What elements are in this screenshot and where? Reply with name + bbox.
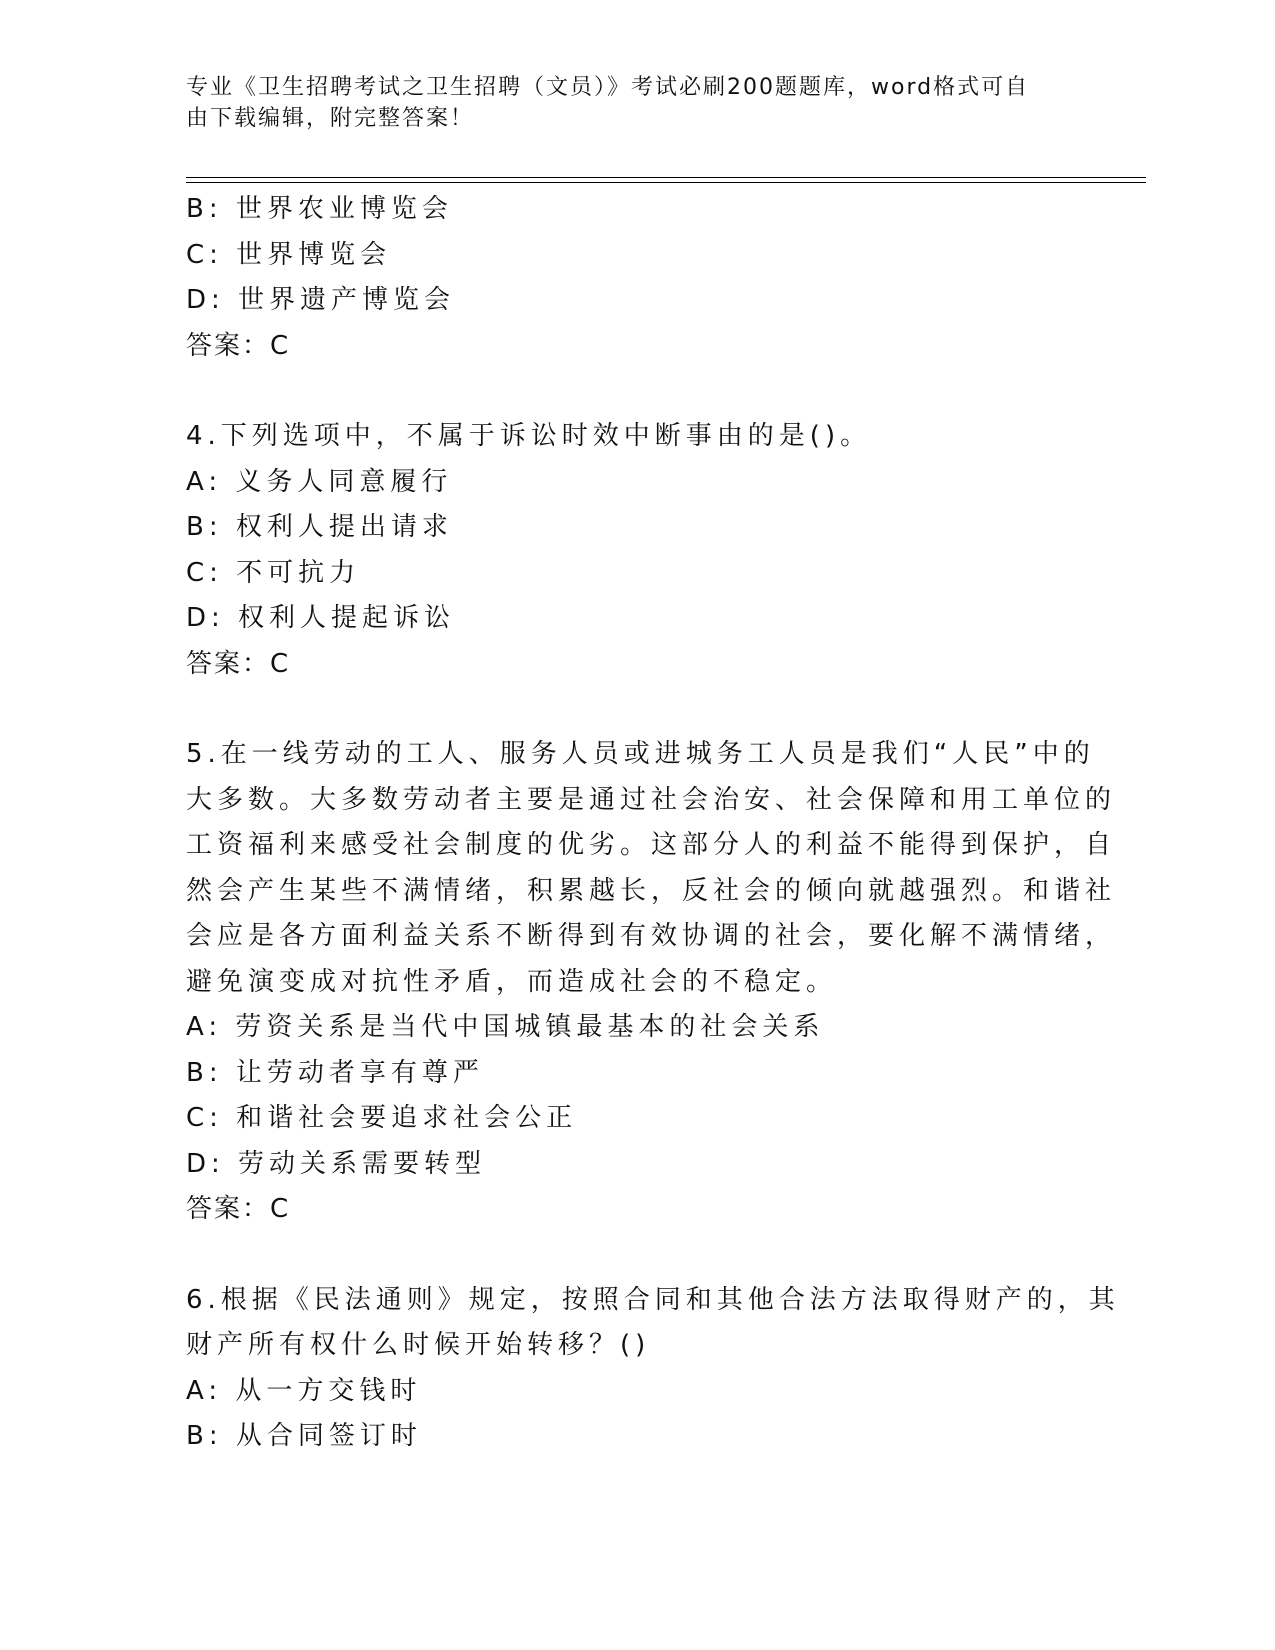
question-4 (186, 414, 1066, 687)
spacer (186, 1233, 1066, 1278)
option-c: C: 世界博览会 (186, 239, 392, 270)
option-c: C: 不可抗力 (186, 557, 361, 588)
question-list (186, 187, 1120, 1460)
question-text-line: 然会产生某些不满情绪，积累越长，反社会的倾向就越强烈。和谐社 (186, 875, 1117, 906)
header-rule-bottom (186, 182, 1146, 183)
option-d: D: 权利人提起诉讼 (186, 603, 456, 633)
question-5 (186, 732, 1117, 1233)
question-text-line: 财产所有权什么时候开始转移？() (186, 1330, 651, 1360)
spacer (186, 687, 1066, 732)
option-c: C: 和谐社会要追求社会公正 (186, 1103, 578, 1133)
page-header (186, 72, 1086, 134)
header-line-1: 专业《卫生招聘考试之卫生招聘（文员）》考试必刷200题题库，word格式可自 (186, 75, 1030, 100)
header-line-2: 由下载编辑，附完整答案！ (186, 106, 475, 131)
answer: 答案：C (186, 1194, 291, 1224)
option-b: B: 权利人提出请求 (186, 512, 453, 542)
option-b: B: 从合同签订时 (186, 1421, 422, 1451)
option-d: D: 劳动关系需要转型 (186, 1148, 487, 1179)
header-rule-top (186, 177, 1146, 178)
answer: 答案：C (186, 330, 291, 361)
option-b: B: 世界农业博览会 (186, 194, 453, 224)
question-text-line: 避免演变成对抗性矛盾，而造成社会的不稳定。 (186, 966, 838, 997)
answer: 答案：C (186, 648, 291, 679)
option-a: A: 劳资关系是当代中国城镇最基本的社会关系 (186, 1012, 825, 1042)
option-a: A: 义务人同意履行 (186, 466, 453, 497)
question-text-line: 6.根据《民法通则》规定，按照合同和其他合法方法取得财产的，其 (186, 1284, 1120, 1315)
question-text-line: 大多数。大多数劳动者主要是通过社会治安、社会保障和用工单位的 (186, 784, 1117, 815)
spacer (186, 369, 1066, 414)
question-text: 4.下列选项中，不属于诉讼时效中断事由的是()。 (186, 421, 872, 451)
question-text-line: 工资福利来感受社会制度的优劣。这部分人的利益不能得到保护，自 (186, 830, 1117, 860)
option-b: B: 让劳动者享有尊严 (186, 1057, 484, 1088)
option-a: A: 从一方交钱时 (186, 1375, 422, 1406)
option-d: D: 世界遗产博览会 (186, 285, 456, 315)
question-text-line: 会应是各方面利益关系不断得到有效协调的社会，要化解不满情绪， (186, 921, 1117, 951)
question-6 (186, 1278, 1120, 1460)
question-3 (186, 187, 1066, 369)
question-text-line: 5.在一线劳动的工人、服务人员或进城务工人员是我们“人民”中的 (186, 739, 1095, 769)
